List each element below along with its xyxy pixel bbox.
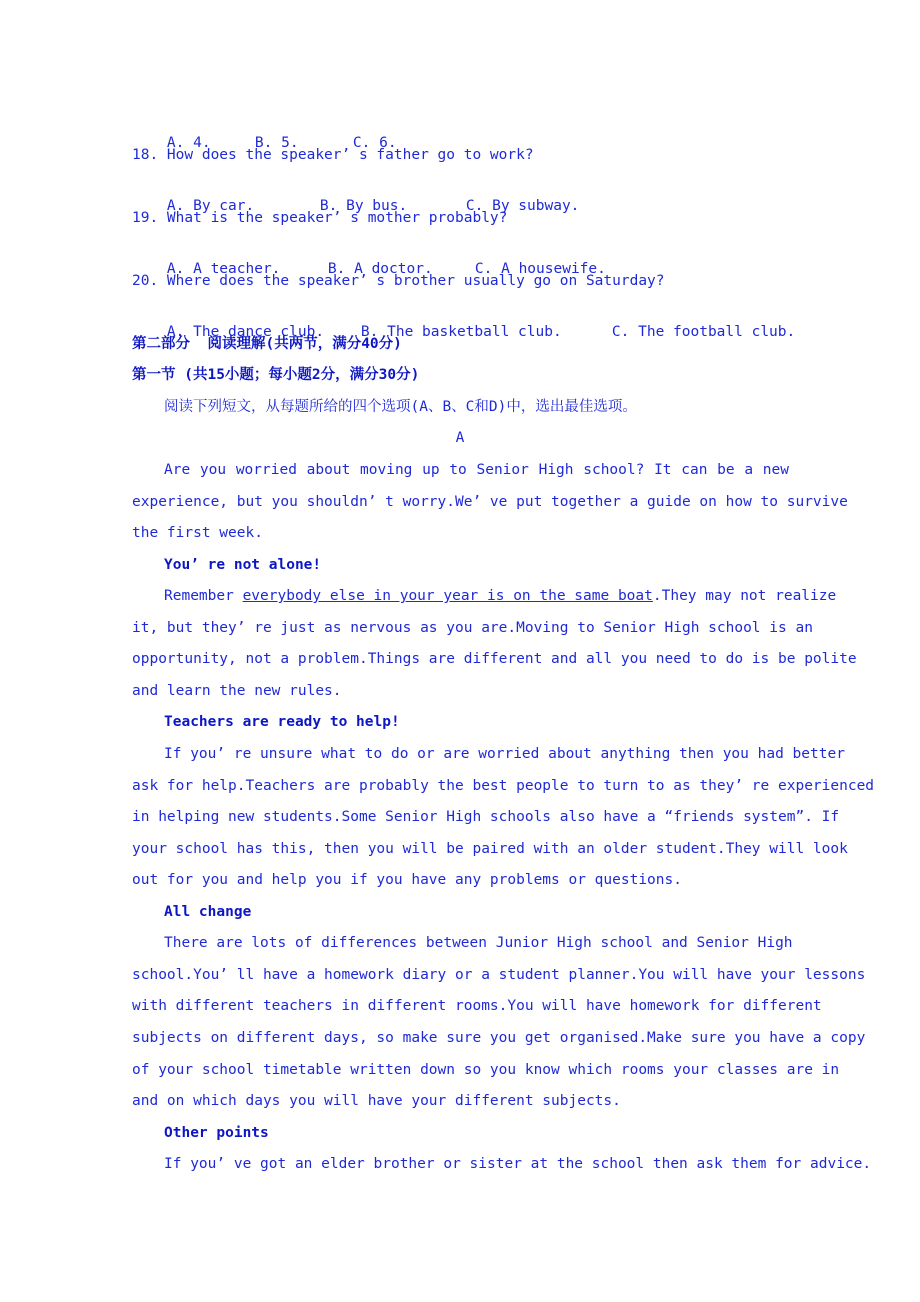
p1-line-1 xyxy=(164,586,836,606)
q19-option-a: A. A teacher. xyxy=(166,261,281,277)
q19-options xyxy=(132,239,606,277)
p1-line-2: it, but they’ re just as nervous as you are.Moving to Senior High school is an xyxy=(132,620,813,636)
p1-line-1-start: Remember xyxy=(164,588,243,604)
q17-option-b: B. 5. xyxy=(254,135,299,151)
q18-option-b: B. By bus. xyxy=(319,198,408,214)
p1-line-1-end: .They may not realize xyxy=(652,588,837,604)
intro-line-1: Are you worried about moving up to Senior High school? It can be a new xyxy=(164,462,789,478)
p3-line-6: and on which days you will have your different subjects. xyxy=(132,1093,621,1109)
p2-line-4: your school has this, then you will be paired with an older student.They will look xyxy=(132,841,848,857)
p3-line-4: subjects on different days, so make sure you get organised.Make sure you have a copy xyxy=(132,1030,866,1046)
subheading-other-points: Other points xyxy=(164,1125,269,1141)
q18-option-a: A. By car. xyxy=(166,198,255,214)
p2-line-2: ask for help.Teachers are probably the best people to turn to as they’ re experienced xyxy=(132,778,875,794)
p4-line-1: If you’ ve got an elder brother or sister at the school then ask them for advice. xyxy=(164,1156,872,1172)
q18-options xyxy=(132,176,580,214)
p1-line-4: and learn the new rules. xyxy=(132,683,342,699)
p2-line-1: If you’ re unsure what to do or are worried about anything then you had better xyxy=(164,746,845,762)
q18-question: 18. How does the speaker’ s father go to work? xyxy=(132,147,534,163)
q20-options xyxy=(132,302,796,340)
q19-option-b: B. A doctor. xyxy=(327,261,433,277)
p3-line-2: school.You’ ll have a homework diary or a student planner.You will have your lessons xyxy=(132,967,866,983)
q17-option-c: C. 6. xyxy=(352,135,397,151)
subheading-teachers: Teachers are ready to help! xyxy=(164,714,400,730)
p2-line-3: in helping new students.Some Senior High schools also have a “friends system”. If xyxy=(132,809,840,825)
q19-option-c: C. A housewife. xyxy=(474,261,606,277)
intro-line-3: the first week. xyxy=(132,525,263,541)
q20-option-c: C. The football club. xyxy=(611,324,796,340)
subheading-not-alone: You’ re not alone! xyxy=(164,557,322,573)
p3-line-5: of your school timetable written down so you know which rooms your classes are in xyxy=(132,1062,840,1078)
q20-question: 20. Where does the speaker’ s brother usually go on Saturday? xyxy=(132,273,665,289)
q18-option-c: C. By subway. xyxy=(465,198,580,214)
q17-options xyxy=(132,113,397,151)
section1-heading: 第一节 (共15小题；每小题2分，满分30分) xyxy=(132,367,420,383)
p3-line-3: with different teachers in different rooms.You will have homework for different xyxy=(132,998,822,1014)
subheading-all-change: All change xyxy=(164,904,252,920)
q20-option-a: A. The dance club. xyxy=(166,324,325,340)
q20-option-b: B. The basketball club. xyxy=(360,324,562,340)
p1-line-3: opportunity, not a problem.Things are different and all you need to do is be polite xyxy=(132,651,857,667)
p3-line-1: There are lots of differences between Junior High school and Senior High xyxy=(164,935,793,951)
p2-line-5: out for you and help you if you have any problems or questions. xyxy=(132,872,682,888)
underlined-phrase: everybody else in your year is on the same boat xyxy=(242,588,653,604)
q19-question: 19. What is the speaker’ s mother probably? xyxy=(132,210,508,226)
intro-line-2: experience, but you shouldn’ t worry.We’ ve put together a guide on how to survive xyxy=(132,494,848,510)
reading-instruction: 阅读下列短文，从每题所给的四个选项(A、B、C和D)中，选出最佳选项。 xyxy=(164,399,637,415)
q17-option-a: A. 4. xyxy=(166,135,211,151)
part2-heading: 第二部分 阅读理解(共两节，满分40分) xyxy=(132,336,402,352)
passage-label: A xyxy=(455,430,465,446)
